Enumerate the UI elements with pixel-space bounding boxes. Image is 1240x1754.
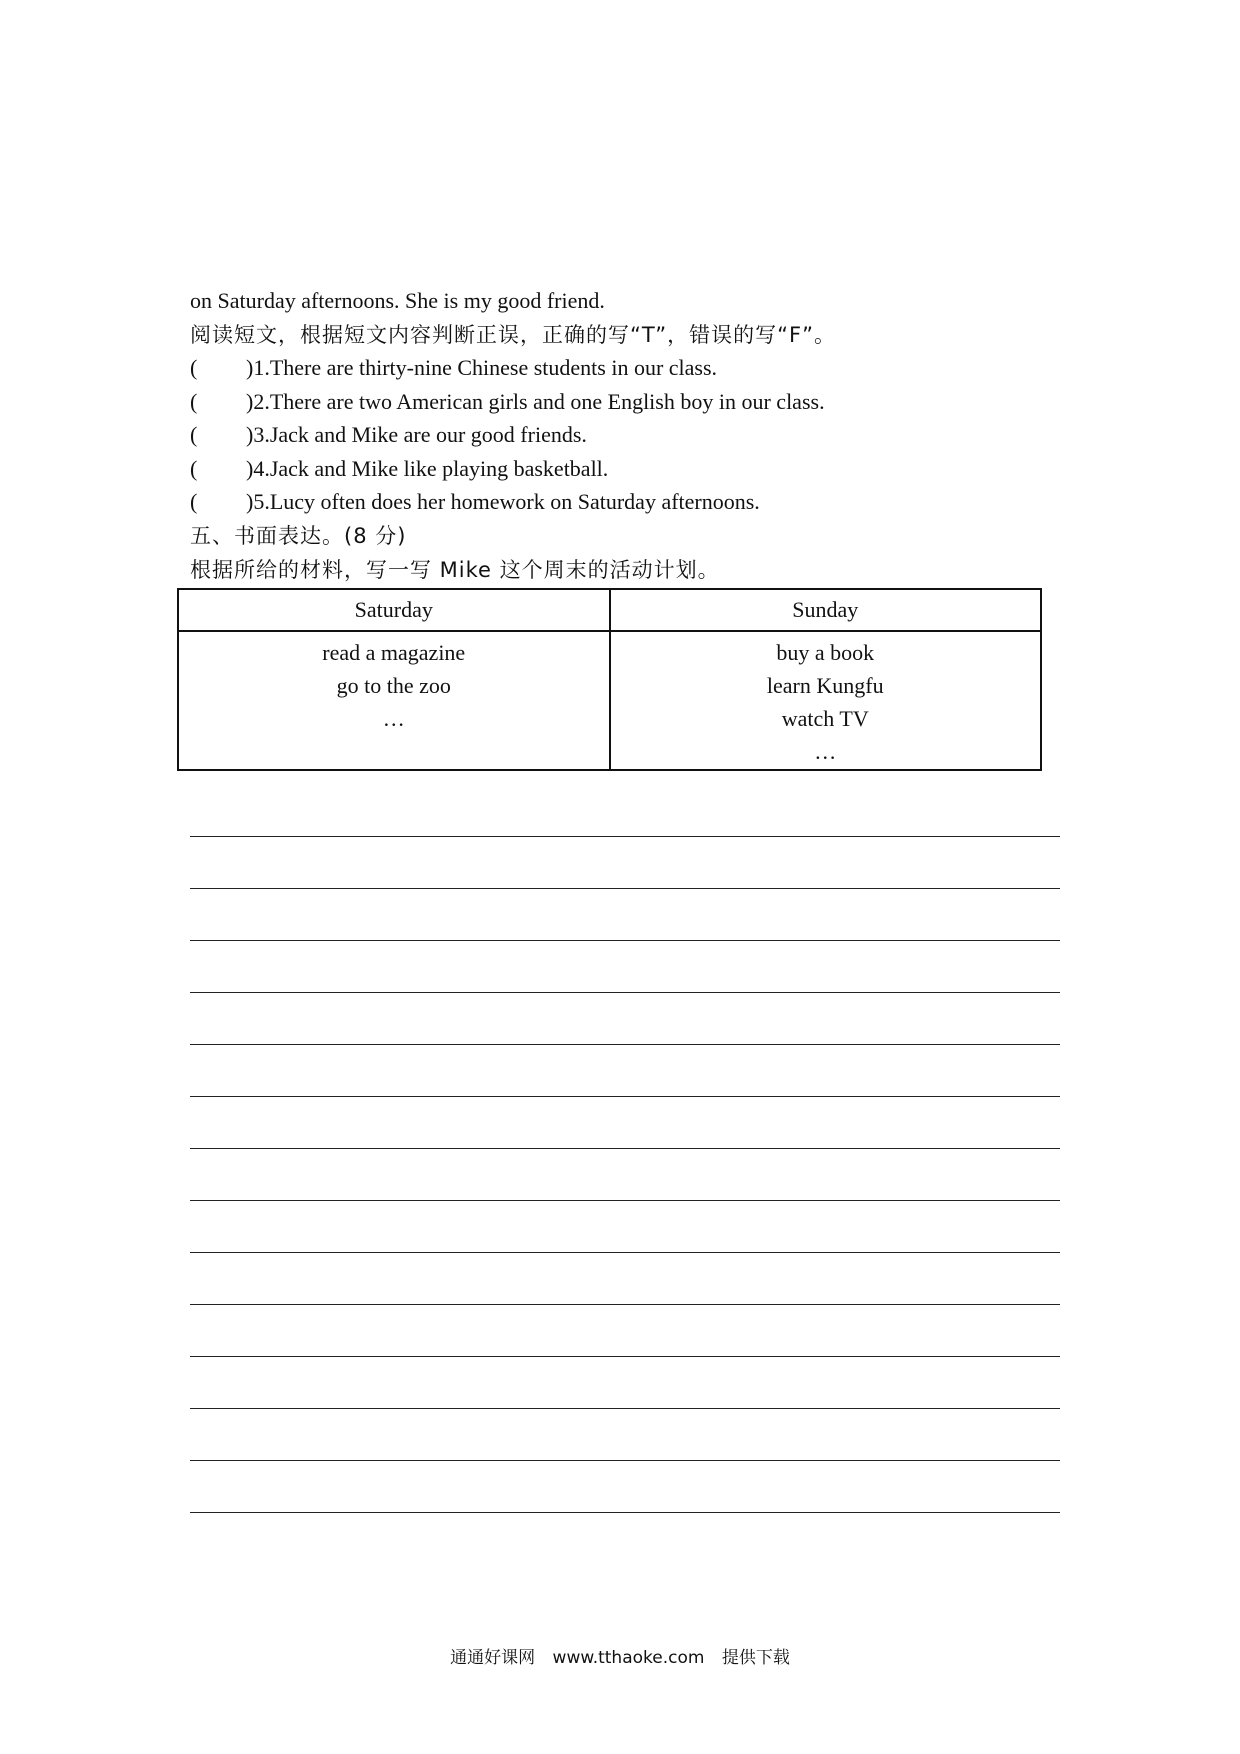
reading-instruction: 阅读短文，根据短文内容判断正误，正确的写“T”，错误的写“F”。 [190,323,836,347]
writing-line[interactable] [190,1200,1060,1201]
sunday-activities [610,631,1042,770]
writing-line[interactable] [190,992,1060,993]
activity-item: buy a book [776,640,875,665]
question-text: )4.Jack and Mike like playing basketball. [246,456,609,481]
activity-item: go to the zoo [336,673,451,698]
tf-question-5 [190,487,760,517]
tf-question-1 [190,353,717,383]
footer-suffix: 提供下载 [721,1648,790,1668]
saturday-activities [178,631,610,770]
answer-paren: ( [190,389,198,414]
writing-line[interactable] [190,1304,1060,1305]
writing-line[interactable] [190,888,1060,889]
writing-line[interactable] [190,1512,1060,1513]
answer-paren: ( [190,489,198,514]
writing-line[interactable] [190,1356,1060,1357]
header-sunday: Sunday [610,589,1042,631]
activity-ellipsis: … [814,739,837,764]
header-saturday: Saturday [178,589,610,631]
answer-paren: ( [190,355,198,380]
writing-instruction: 根据所给的材料，写一写 Mike 这个周末的活动计划。 [190,558,720,582]
tf-question-4 [190,454,608,484]
writing-line[interactable] [190,1252,1060,1253]
answer-paren: ( [190,422,198,447]
writing-line[interactable] [190,1096,1060,1097]
question-text: )5.Lucy often does her homework on Saturday afternoons. [246,489,760,514]
writing-line[interactable] [190,1148,1060,1149]
footer-site-name: 通通好课网 [450,1648,536,1668]
writing-line[interactable] [190,940,1060,941]
question-text: )3.Jack and Mike are our good friends. [246,422,587,447]
footer-url[interactable]: www.tthaoke.com [552,1648,705,1668]
writing-line[interactable] [190,1408,1060,1409]
activity-item: read a magazine [322,640,466,665]
activity-ellipsis: … [382,706,405,731]
tf-question-2 [190,387,825,417]
writing-section-title: 五、书面表达。(8 分) [190,524,407,548]
passage-continuation: on Saturday afternoons. She is my good friend. [190,288,605,313]
page-footer [0,1643,1240,1668]
activity-item: learn Kungfu [766,673,884,698]
writing-line[interactable] [190,1044,1060,1045]
activity-item: watch TV [781,706,869,731]
writing-line[interactable] [190,1460,1060,1461]
answer-paren: ( [190,456,198,481]
question-text: )2.There are two American girls and one English boy in our class. [246,389,825,414]
question-text: )1.There are thirty-nine Chinese students in our class. [246,355,718,380]
tf-question-3 [190,420,587,450]
weekend-plan-table [177,588,1042,771]
writing-line[interactable] [190,836,1060,837]
